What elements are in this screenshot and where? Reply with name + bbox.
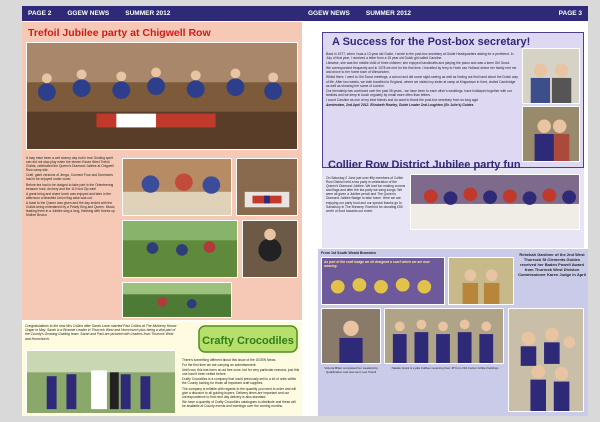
postbox-title: A Success for the Post-box secretary! — [332, 36, 531, 48]
crafty-advert-text: There's something different about this issue of the GGEW News. For the first time we are carrying an advertisement. Until now, this has been an ad free zone, but for very particular reasons, just this one hasn't been vetted before. Crafty Crocodiles is a company that could previously sell to a lot of units within the County looking for those all important craft supplies. The company is reliable with regards to the quantity you need to order and will give a discount to all guiding buyers. Delivery times are important and our correspondence to that next day delivery is also standard. We have a quantity of Crafty Crocodiles catalogues to distribute and these will be available at County events and meetings over the coming months. — [182, 358, 300, 408]
trefoil-title: Trefoil Jubilee party at Chigwell Row — [28, 27, 211, 39]
page-3 — [302, 6, 588, 416]
issue-season: SUMMER 2012 — [125, 10, 171, 17]
brownies-duo-photo — [448, 257, 514, 305]
page-number: PAGE 3 — [558, 10, 582, 17]
penfriends-photo-2 — [522, 106, 580, 162]
garden-gathering-photo — [122, 220, 238, 278]
craft-table-photo — [122, 158, 232, 216]
issue-name: GGEW NEWS — [67, 10, 110, 17]
zipwire-photo — [122, 282, 232, 318]
trefoil-article-text: It may have been a wet stormy day but in true Guiding spirit rain did not stop play when the eleven Essex West Trefoil Guilds, celebrated the Queen's Diamond Jubilee at Chigwell Row camp site. Craft, giant versions of Jenga, Connect Four and Dominoes had to be enjoyed under cover. Before tea had to be dodged to take part in the Orienteering treasure hunt, Archery and the 110 foot Zip wire! A great bring and share lunch was enjoyed and later in the afternoon a beautiful Union flag cake was cut. A toast to the Queen was given and the day ended with the Guilds being entertained by a Pearly King and Queen. Music, leading them in a Jubilee sing a long, finishing with Knees up Mother Brown. — [26, 156, 116, 218]
guides-group-photo — [384, 308, 504, 364]
page-number: PAGE 2 — [28, 10, 52, 17]
victoria-photo — [321, 308, 381, 364]
wedding-congrats-text: Congratulations to the new Mrs Collins after Sarah Lowe married Paul Collins at The Mulberry House Ongar in May. Sarah is a Brownie Leader in Thurrock West and Hornchurch plus being a vital part of the County's Growing Guiding team. Sarah and Paul are pictured with Leaders from Thurrock West and Hornchurch. — [25, 324, 177, 341]
page-header-right — [302, 6, 588, 21]
penfriends-photo-1 — [522, 48, 580, 104]
trefoil-group-photo — [26, 42, 298, 150]
natalie-caption: Natalie Grant & Lydia Culliver receiving their JP from Old Corton Grittle Fieldings — [391, 366, 499, 370]
collier-row-title: Collier Row District Jubilee party fun — [328, 159, 521, 171]
page-header-left — [22, 6, 302, 21]
pearly-king-photo — [242, 220, 298, 278]
award-group-photo — [508, 308, 584, 412]
jubilee-tea-party-photo — [410, 174, 580, 230]
victoria-caption: Victoria Bitter completed her Leadership Qualification and was sent new Trefoil — [324, 366, 378, 374]
svg-text:Crafty Crocodiles: Crafty Crocodiles — [202, 335, 294, 347]
page-2 — [22, 6, 302, 416]
issue-name: GGEW NEWS — [308, 10, 350, 17]
crafty-crocodiles-logo — [197, 324, 299, 354]
brownies-quote: As part of the craft badge we all designed a scarf which we are now wearing. — [324, 260, 430, 269]
collier-row-text: On Saturday 2 June just over fifty members of Collier Row District held a tea party in celebration of the Queen's Diamond Jubilee. We had fun making crowns and flags and after the tea party we sang songs. We were all given a Jubilee pencil and The Queen's Diamond Jubilee Badge to take home. Here we are enjoying our party food and our special thanks go to Sainsbury in The Brewery, Romford for donating £50 worth of food towards our event. — [326, 176, 406, 213]
rebekah-award-text: Rebekah Gardiner of the 2nd West Thurrock St Clements Guides received her Baden Powell Award from Thurrock West Division Commissioner Karen Judge in April — [518, 252, 586, 277]
postbox-article-text: Back in 1977, when I was a 13 year old Guide, I wrote to the post-box secretary at Guide Headquarters asking for a penfriend. In July of that year, I received a letter from a 15 year old Dutch girl called Caroline. Likewise, she was the middle child of three children; she enjoyed handicrafts and playing the piano and was a keen Girl Scout. We corresponded frequently and in 1978 we met for the first time. I travelled by ferry to Hoek van Holland where her family met me and drove to her home town of Winschoten. Whilst there, I went to Girl Scout meetings, a school and did some sight-seeing as well as finding out first hand about the Dutch way of life. After two weeks, we both travelled to England, where we visited my sister at camp at Kingsdown in Kent, visited Cambridge as well as showing her some of London. Our friendship has continued over the past 35 years - we have been to each other's weddings, have holidayed together with our families and we keep in touch regularly by email more often than letters. I count Caroline as one of my best friends and do want to thank the post-box secretary from so long ago! Amsterdam, 2nd April 2012. Elizabeth Rowley, Guide Leader 2nd Loughton (Sir Julie's) Guides — [326, 52, 518, 108]
south-weald-heading: From 1st South Weald Brownies — [321, 251, 377, 255]
issue-season: SUMMER 2012 — [365, 10, 412, 17]
cake-cutting-photo — [236, 158, 298, 216]
wedding-photo — [26, 350, 176, 414]
